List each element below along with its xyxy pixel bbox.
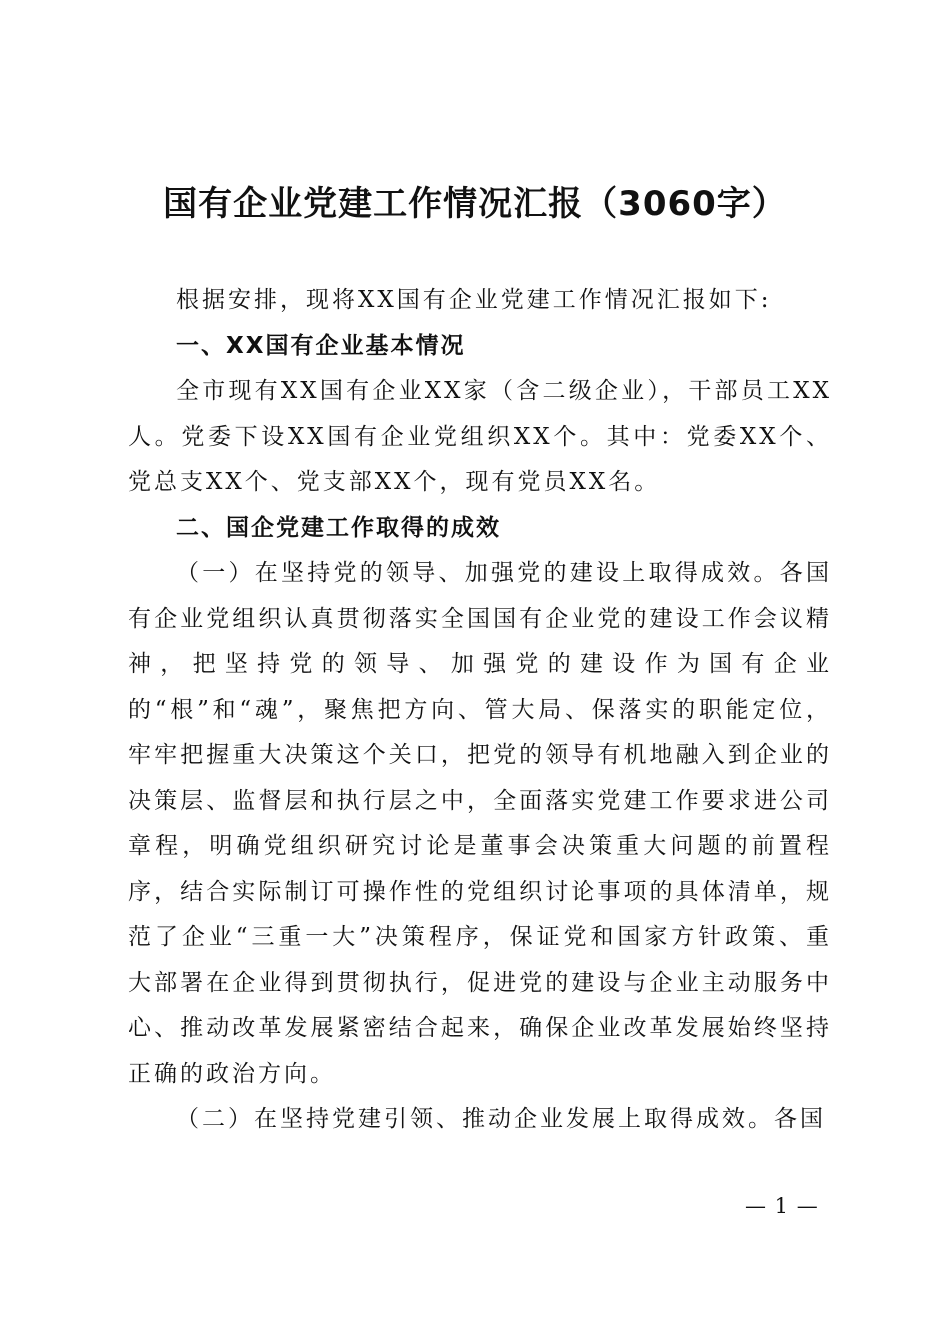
page-number: — 1 — <box>745 1194 819 1218</box>
section-heading-basic-info: 一、XX国有企业基本情况 <box>176 332 466 359</box>
document-title: 国有企业党建工作情况汇报（3060字） <box>163 184 787 224</box>
achievement-paragraph-1: （一）在坚持党的领导、加强党的建设上取得成效。各国有企业党组织认真贯彻落实全国国有企业党的建设工作会议精神，把坚持党的领导、加强党的建设作为国有企业的“根”和“魂”，聚焦把方向、管大局、保落实的职能定位，牢牢把握重大决策这个关口，把党的领导有机地融入到企业的决策层、监督层和执行层之中，全面落实党建工作要求进公司章程，明确党组织研究讨论是董事会决策重大问题的前置程序，结合实际制订可操作性的党组织讨论事项的具体清单，规范了企业“三重一大”决策程序，保证党和国家方针政策、重大部署在企业得到贯彻执行，促进党的建设与企业主动服务中心、推动改革发展紧密结合起来，确保企业改革发展始终坚持正确的政治方向。 <box>128 560 832 1087</box>
section-heading-achievements: 二、国企党建工作取得的成效 <box>176 514 501 541</box>
basic-info-paragraph: 全市现有XX国有企业XX家（含二级企业），干部员工XX人。党委下设XX国有企业党组织XX个。其中：党委XX个、党总支XX个、党支部XX个，现有党员XX名。 <box>128 378 832 495</box>
document-body <box>128 278 832 1143</box>
intro-paragraph: 根据安排，现将XX国有企业党建工作情况汇报如下: <box>176 287 772 313</box>
achievement-paragraph-2: （二）在坚持党建引领、推动企业发展上取得成效。各国 <box>176 1106 826 1132</box>
